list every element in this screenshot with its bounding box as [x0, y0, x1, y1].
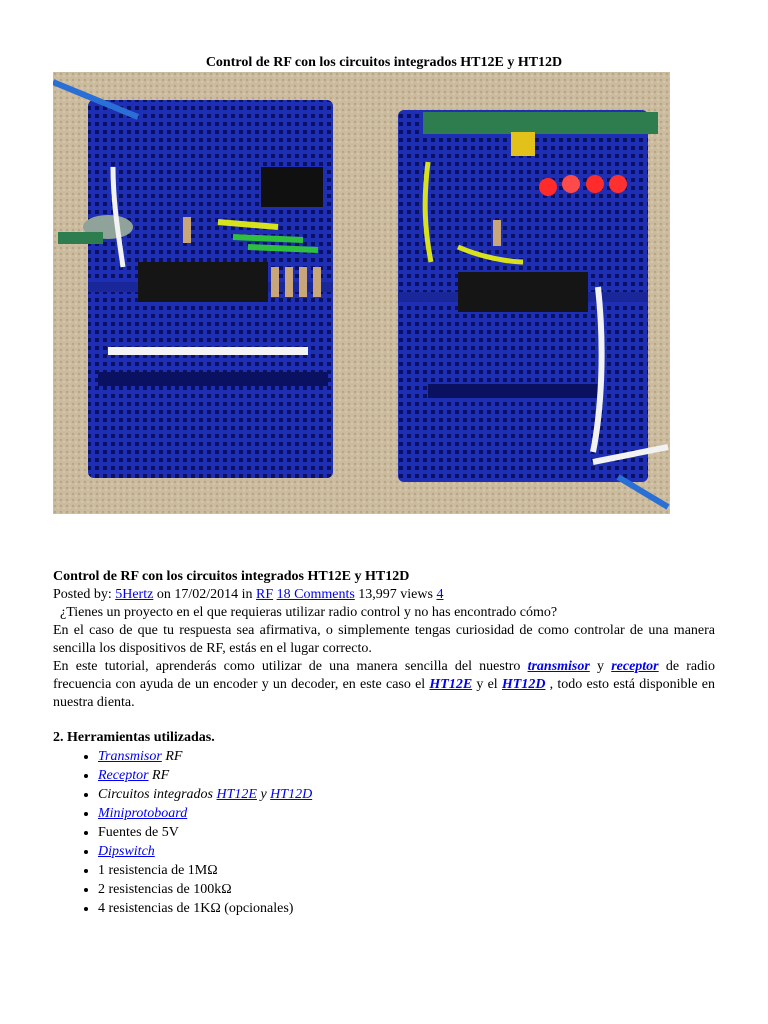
rating-link[interactable]: 4 [436, 587, 444, 602]
led-3 [586, 175, 604, 193]
list-item-text: Fuentes de 5V [98, 825, 179, 840]
ht12e-item-link[interactable]: HT12E [216, 787, 257, 802]
views-count: 13,997 views [354, 587, 437, 602]
dipswitch-item-link[interactable]: Dipswitch [98, 844, 155, 859]
paragraph-2-text: , todo esto está disponible en nuestra dienta. [53, 677, 715, 710]
miniprotoboard-item-link[interactable]: Miniprotoboard [98, 806, 188, 821]
led-4 [609, 175, 627, 193]
list-item-text: 1 resistencia de 1MΩ [98, 863, 218, 878]
paragraph-2 [53, 658, 715, 712]
ht12d-link[interactable]: HT12D [501, 677, 546, 692]
document-title: Control de RF con los circuitos integrados HT12E y HT12D [205, 55, 563, 70]
list-item-text: RF [148, 768, 170, 783]
article-content [53, 568, 715, 918]
section-heading-tools: 2. Herramientas utilizadas. [53, 730, 215, 745]
paragraph-2-text: de radio frecuencia con ayuda de un encoder y un decoder, en este caso el [53, 659, 715, 692]
post-meta [53, 586, 715, 604]
article-title: Control de RF con los circuitos integrados HT12E y HT12D [53, 569, 410, 584]
list-item [98, 880, 715, 899]
list-item-text: 4 resistencias de 1KΩ (opcionales) [98, 901, 294, 916]
transmisor-link[interactable]: transmisor [527, 659, 590, 674]
list-item [98, 785, 715, 804]
paragraph-1: En el caso de que tu respuesta sea afirmativa, o simplemente tengas curiosidad de como controlar de una manera sencilla los dispositivos de RF, estás en el lugar correcto. [53, 623, 715, 656]
list-item-text: RF [161, 749, 183, 764]
receptor-link[interactable]: receptor [611, 659, 659, 674]
intro-question: ¿Tienes un proyecto en el que requieras utilizar radio control y no has encontrado cómo? [53, 605, 558, 620]
dipswitch [261, 167, 323, 207]
led-1 [539, 178, 557, 196]
paragraph-2-text: y [589, 659, 612, 674]
list-item [98, 747, 715, 766]
ht12e-link[interactable]: HT12E [429, 677, 473, 692]
paragraph-2-text: En este tutorial, aprenderás como utilizar de una manera sencilla del nuestro [53, 659, 528, 674]
date-text: on 17/02/2014 in [153, 587, 256, 602]
posted-by-label: Posted by: [53, 587, 116, 602]
list-item-text: 2 resistencias de 100kΩ [98, 882, 232, 897]
list-item [98, 823, 715, 842]
receptor-item-link[interactable]: Receptor [98, 768, 149, 783]
paragraph-2-text: y el [472, 677, 502, 692]
list-item [98, 861, 715, 880]
ht12e-chip [138, 262, 268, 302]
ht12d-item-link[interactable]: HT12D [270, 787, 313, 802]
tools-list [53, 747, 715, 918]
led-2 [562, 175, 580, 193]
breadboard-photo [53, 72, 670, 514]
rf-receiver-module [423, 112, 658, 134]
list-item-text: y [256, 787, 271, 802]
ht12d-chip [458, 272, 588, 312]
list-item [98, 766, 715, 785]
capacitor [511, 132, 535, 156]
author-link[interactable]: 5Hertz [115, 587, 154, 602]
category-link[interactable]: RF [256, 587, 274, 602]
list-item [98, 899, 715, 918]
comments-link[interactable]: 18 Comments [276, 587, 355, 602]
transmisor-item-link[interactable]: Transmisor [98, 749, 162, 764]
list-item [98, 804, 715, 823]
list-item [98, 842, 715, 861]
breadboard-illustration [53, 72, 670, 514]
list-item-text: Circuitos integrados [98, 787, 217, 802]
